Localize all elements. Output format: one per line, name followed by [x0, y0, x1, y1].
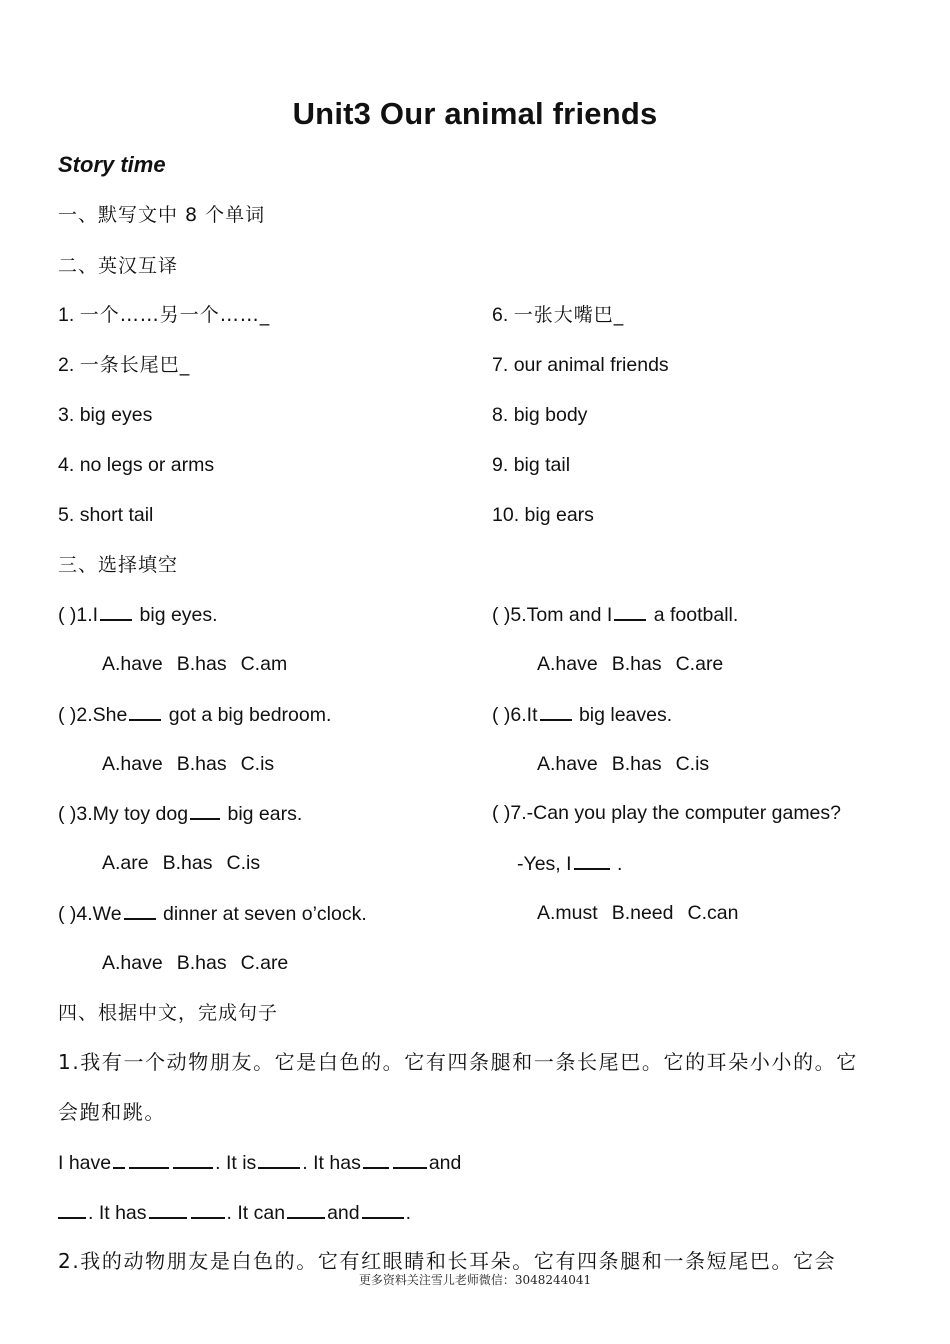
sentence-prompt: 2.我的动物朋友是白色的。它有红眼睛和长耳朵。它有四条腿和一条短尾巴。它会	[58, 1249, 837, 1273]
answer-blank	[574, 850, 610, 870]
answer-blank	[58, 1199, 86, 1219]
translate-item: 7. our animal friends	[492, 354, 669, 376]
translate-item: 4. no legs or arms	[58, 454, 215, 476]
answer-blank	[190, 800, 220, 820]
choice-question: ( )4.We dinner at seven o’clock.	[58, 900, 367, 927]
choice-question: ( )6.It big leaves.	[492, 701, 672, 728]
answer-blank	[129, 701, 161, 721]
choice-question: ( )3.My toy dog big ears.	[58, 800, 302, 827]
answer-blank	[258, 1149, 300, 1169]
sentence-prompt: 1.我有一个动物朋友。它是白色的。它有四条腿和一条长尾巴。它的耳朵小小的。它	[58, 1050, 858, 1074]
choice-options: A.have B.has C.are	[102, 952, 289, 974]
page-footer: 更多资料关注雪儿老师微信：3048244041	[358, 1273, 592, 1287]
translate-item: 3. big eyes	[58, 404, 153, 426]
sentence-prompt: 会跑和跳。	[58, 1100, 166, 1124]
answer-blank	[287, 1199, 325, 1219]
answer-blank	[540, 701, 572, 721]
answer-blank	[614, 601, 646, 621]
choice-options: A.have B.has C.are	[537, 653, 724, 675]
answer-blank	[362, 1199, 404, 1219]
choice-question: ( )5.Tom and I a football.	[492, 601, 738, 628]
choice-options: A.are B.has C.is	[102, 852, 261, 874]
answer-blank	[149, 1199, 187, 1219]
translate-item: 1. 一个……另一个……_	[58, 304, 271, 326]
page-title: Unit3 Our animal friends	[292, 96, 658, 131]
choice-question-line2: -Yes, I .	[517, 850, 622, 877]
translate-item: 9. big tail	[492, 454, 571, 476]
section3-heading: 三、选择填空	[58, 554, 179, 576]
answer-blank	[191, 1199, 225, 1219]
choice-options: A.have B.has C.am	[102, 653, 288, 675]
choice-question: ( )2.She got a big bedroom.	[58, 701, 331, 728]
choice-options: A.must B.need C.can	[537, 902, 739, 924]
choice-options: A.have B.has C.is	[537, 753, 710, 775]
choice-question: ( )7.-Can you play the computer games?	[492, 802, 842, 824]
answer-blank	[393, 1149, 427, 1169]
answer-blank	[173, 1149, 213, 1169]
answer-blank	[124, 900, 156, 920]
section4-heading: 四、根据中文，完成句子	[58, 1002, 279, 1024]
translate-item: 8. big body	[492, 404, 588, 426]
choice-options: A.have B.has C.is	[102, 753, 275, 775]
translate-item: 5. short tail	[58, 504, 154, 526]
choice-question: ( )1.I big eyes.	[58, 601, 218, 628]
answer-blank	[113, 1149, 125, 1169]
translate-item: 10. big ears	[492, 504, 594, 526]
section1-heading: 一、默写文中 8 个单词	[58, 204, 266, 226]
section2-heading: 二、英汉互译	[58, 255, 179, 277]
translate-item: 6. 一张大嘴巴_	[492, 304, 625, 326]
subtitle: Story time	[58, 152, 166, 177]
fill-sentence: I have . It is . It has and	[58, 1149, 461, 1176]
fill-sentence: . It has . It can and .	[58, 1199, 411, 1226]
answer-blank	[100, 601, 132, 621]
answer-blank	[129, 1149, 169, 1169]
translate-item: 2. 一条长尾巴_	[58, 354, 191, 376]
answer-blank	[363, 1149, 389, 1169]
